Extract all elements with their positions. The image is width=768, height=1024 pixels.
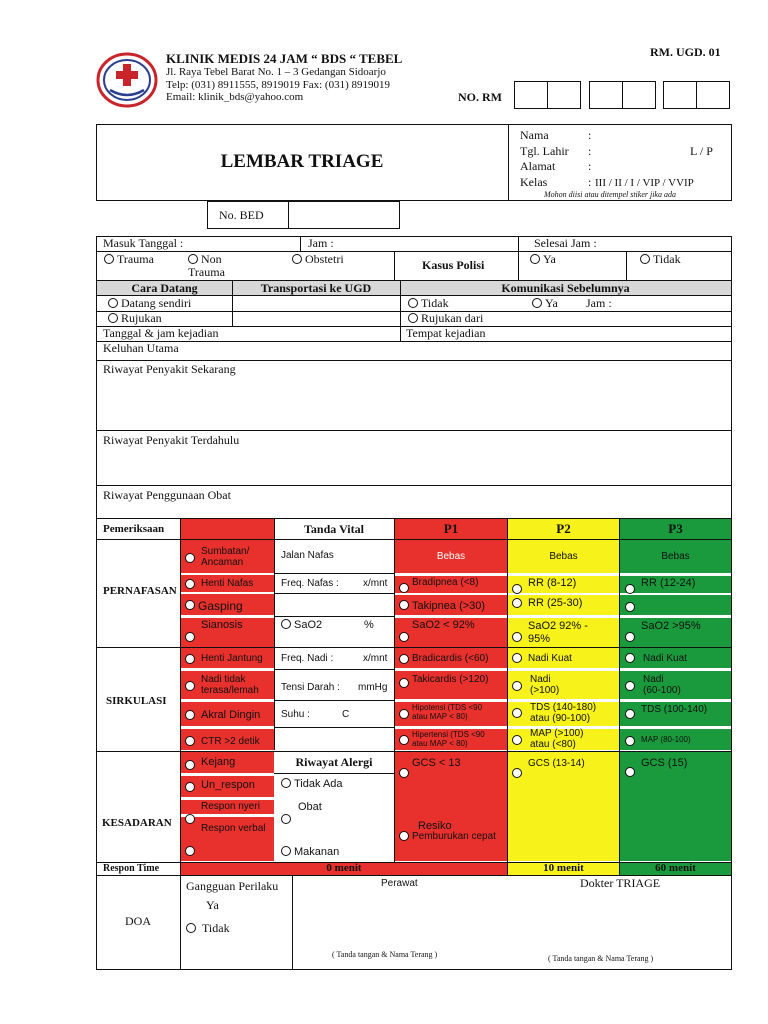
freq-nadi-label[interactable]: Freq. Nadi : bbox=[281, 653, 334, 664]
transportasi-header: Transportasi ke UGD bbox=[260, 281, 372, 295]
gender-label: L / P bbox=[690, 144, 713, 158]
tempat-kejadian-label[interactable]: Tempat kejadian bbox=[406, 326, 486, 340]
obstetri-option[interactable]: Obstetri bbox=[292, 253, 344, 266]
respon-red: 0 menit bbox=[326, 862, 362, 874]
p2-nadi-label-1: Nadi bbox=[530, 674, 551, 685]
komunikasi-header: Komunikasi Sebelumnya bbox=[501, 281, 630, 295]
rr-8-12-label: RR (8-12) bbox=[528, 577, 577, 589]
bed-label: No. BED bbox=[219, 208, 264, 222]
doa-label: DOA bbox=[125, 914, 151, 928]
hipotensi-label-2: atau MAP < 80) bbox=[412, 712, 468, 721]
p2-tds-label-1: TDS (140-180) bbox=[530, 702, 597, 713]
keluhan-utama-label[interactable]: Keluhan Utama bbox=[103, 341, 179, 355]
pernafasan-label: PERNAFASAN bbox=[103, 585, 177, 597]
suhu-unit: C bbox=[342, 709, 350, 720]
page-title: LEMBAR TRIAGE bbox=[220, 151, 384, 172]
no-rm-box-4[interactable] bbox=[622, 81, 656, 109]
kasus-polisi-ya[interactable]: Ya bbox=[530, 253, 556, 266]
p1-sao2-label: SaO2 < 92% bbox=[412, 619, 475, 631]
no-rm-box-6[interactable] bbox=[696, 81, 730, 109]
p2-map-label-2: atau (<80) bbox=[530, 739, 576, 750]
freq-nadi-unit: x/mnt bbox=[363, 653, 388, 664]
hipotensi-label-1: Hipotensi (TDS <90 bbox=[412, 703, 483, 712]
alergi-tidak-ada[interactable]: Tidak Ada bbox=[281, 778, 343, 791]
gcs-kurang-13-label: GCS < 13 bbox=[412, 757, 461, 769]
clinic-phone: Telp: (031) 8911555, 8919019 Fax: (031) 8919019 bbox=[166, 79, 390, 91]
riwayat-sekarang-label[interactable]: Riwayat Penyakit Sekarang bbox=[103, 362, 236, 376]
gcs-13-14-label: GCS (13-14) bbox=[528, 758, 585, 769]
non-trauma-label-2: Trauma bbox=[188, 265, 225, 279]
gcs-15-label: GCS (15) bbox=[641, 757, 688, 769]
cara-datang-header: Cara Datang bbox=[131, 281, 198, 295]
rr-25-30-label: RR (25-30) bbox=[528, 597, 583, 609]
henti-nafas-label: Henti Nafas bbox=[201, 578, 254, 589]
dokter-signature-caption: ( Tanda tangan & Nama Terang ) bbox=[548, 954, 654, 963]
p2-header: P2 bbox=[556, 521, 571, 536]
nadi-tidak-label-2: terasa/lemah bbox=[201, 685, 259, 696]
kejang-label: Kejang bbox=[201, 756, 236, 768]
alergi-obat[interactable]: Obat bbox=[298, 801, 322, 813]
p1-jalan-nafas: Bebas bbox=[436, 551, 466, 562]
respon-verbal-label: Respon verbal bbox=[201, 823, 266, 834]
no-rm-box-3[interactable] bbox=[589, 81, 623, 109]
rujukan-option[interactable]: Rujukan bbox=[108, 312, 162, 325]
sumbatan-label-2: Ancaman bbox=[201, 557, 244, 568]
no-rm-label: NO. RM bbox=[458, 90, 502, 104]
tensi-unit: mmHg bbox=[358, 682, 388, 693]
komunikasi-jam[interactable]: Jam : bbox=[586, 296, 612, 310]
clinic-email: Email: klinik_bds@yahoo.com bbox=[166, 91, 304, 103]
sticker-note: Mohon diisi atau ditempel stiker jika ada bbox=[544, 190, 676, 199]
riwayat-alergi-label: Riwayat Alergi bbox=[295, 755, 373, 769]
bradicardis-label: Bradicardis (<60) bbox=[412, 653, 489, 664]
jam-label[interactable]: Jam : bbox=[308, 236, 334, 250]
tanggal-kejadian-label[interactable]: Tanggal & jam kejadian bbox=[103, 326, 219, 340]
komunikasi-ya[interactable]: Ya bbox=[532, 297, 558, 310]
pemeriksaan-header: Pemeriksaan bbox=[103, 523, 165, 535]
respon-nyeri-label: Respon nyeri bbox=[201, 801, 260, 812]
sianosis-label: Sianosis bbox=[201, 619, 243, 631]
respon-yellow: 10 menit bbox=[543, 862, 584, 874]
sumbatan-label-1: Sumbatan/ bbox=[201, 546, 250, 557]
p3-sao2-label: SaO2 >95% bbox=[641, 620, 701, 632]
perawat-label: Perawat bbox=[381, 878, 418, 889]
no-rm-box-5[interactable] bbox=[663, 81, 697, 109]
resiko-label-2: Pemburukan cepat bbox=[412, 831, 496, 842]
gasping-label: Gasping bbox=[198, 599, 243, 613]
alamat-label: Alamat bbox=[520, 159, 556, 173]
p2-sao2-label-2: 95% bbox=[528, 633, 551, 645]
alamat-colon: : bbox=[588, 159, 592, 173]
clinic-address: Jl. Raya Tebel Barat No. 1 – 3 Gedangan Sidoarjo bbox=[166, 66, 386, 78]
sao2-option[interactable]: SaO2 bbox=[281, 619, 322, 632]
respon-green: 60 menit bbox=[655, 862, 696, 874]
p3-nadi-label-2: (60-100) bbox=[643, 685, 681, 696]
ctr-label: CTR >2 detik bbox=[201, 736, 260, 747]
clinic-logo bbox=[96, 52, 158, 108]
p3-tds-label: TDS (100-140) bbox=[641, 704, 708, 715]
kasus-polisi-tidak[interactable]: Tidak bbox=[640, 253, 681, 266]
hipertensi-label-2: atau MAP < 80) bbox=[412, 739, 468, 748]
p2-nadi-kuat-label: Nadi Kuat bbox=[528, 653, 572, 664]
hipertensi-label-1: Hipertensi (TDS <90 bbox=[412, 730, 485, 739]
gangguan-tidak[interactable]: Tidak bbox=[186, 922, 230, 935]
takipnea-label: Takipnea (>30) bbox=[412, 600, 486, 612]
p2-jalan-nafas: Bebas bbox=[549, 551, 578, 562]
no-rm-box-1[interactable] bbox=[514, 81, 548, 109]
takicardis-label: Takicardis (>120) bbox=[412, 674, 489, 685]
dokter-triage-label: Dokter TRIAGE bbox=[580, 876, 661, 890]
kelas-label: Kelas bbox=[520, 175, 548, 189]
form-code: RM. UGD. 01 bbox=[650, 45, 721, 59]
riwayat-dahulu-label[interactable]: Riwayat Penyakit Terdahulu bbox=[103, 433, 240, 447]
freq-nafas-unit: x/mnt bbox=[363, 578, 388, 589]
bradipnea-label: Bradipnea (<8) bbox=[412, 577, 479, 588]
tensi-label[interactable]: Tensi Darah : bbox=[281, 682, 340, 693]
p1-header: P1 bbox=[443, 521, 459, 536]
kelas-options: III / II / I / VIP / VVIP bbox=[595, 177, 694, 189]
p3-map-label: MAP (80-100) bbox=[641, 735, 691, 744]
non-trauma-option[interactable]: Non bbox=[188, 253, 222, 266]
freq-nafas-label[interactable]: Freq. Nafas : bbox=[281, 578, 339, 589]
tgl-lahir-colon: : bbox=[588, 144, 592, 158]
nama-label: Nama bbox=[520, 128, 549, 142]
resiko-label-1: Resiko bbox=[418, 820, 452, 832]
p2-map-label-1: MAP (>100) bbox=[530, 728, 584, 739]
suhu-label[interactable]: Suhu : bbox=[281, 709, 310, 720]
p2-nadi-label-2: (>100) bbox=[530, 685, 560, 696]
masuk-tanggal-label[interactable]: Masuk Tanggal : bbox=[103, 236, 184, 250]
bed-field[interactable] bbox=[290, 203, 398, 227]
kelas-colon: : bbox=[588, 175, 592, 189]
respon-time-label: Respon Time bbox=[103, 863, 160, 874]
riwayat-obat-label[interactable]: Riwayat Penggunaan Obat bbox=[103, 488, 231, 502]
akral-dingin-label: Akral Dingin bbox=[201, 709, 261, 721]
rr-12-24-label: RR (12-24) bbox=[641, 577, 696, 589]
jalan-nafas-label[interactable]: Jalan Nafas bbox=[281, 550, 334, 561]
nama-colon: : bbox=[588, 128, 592, 142]
kesadaran-label: KESADARAN bbox=[102, 817, 172, 829]
sao2-unit: % bbox=[364, 619, 374, 631]
no-rm-box-2[interactable] bbox=[547, 81, 581, 109]
alergi-makanan[interactable]: Makanan bbox=[281, 846, 339, 859]
henti-jantung-label: Henti Jantung bbox=[201, 653, 263, 664]
selesai-jam-label[interactable]: Selesai Jam : bbox=[534, 236, 597, 250]
p3-jalan-nafas: Bebas bbox=[661, 551, 690, 562]
rujukan-dari-option[interactable]: Rujukan dari bbox=[408, 312, 483, 325]
sirkulasi-label: SIRKULASI bbox=[106, 695, 167, 707]
kasus-polisi-label: Kasus Polisi bbox=[422, 258, 485, 272]
p3-header: P3 bbox=[668, 521, 683, 536]
gangguan-ya[interactable]: Ya bbox=[206, 898, 219, 912]
p3-nadi-kuat-label: Nadi Kuat bbox=[643, 653, 687, 664]
p3-nadi-label-1: Nadi bbox=[643, 674, 664, 685]
tgl-lahir-label: Tgl. Lahir bbox=[520, 144, 569, 158]
datang-sendiri-option[interactable]: Datang sendiri bbox=[108, 297, 191, 310]
p2-sao2-label-1: SaO2 92% - bbox=[528, 620, 588, 632]
nadi-tidak-label-1: Nadi tidak bbox=[201, 674, 246, 685]
p2-tds-label-2: atau (90-100) bbox=[530, 713, 591, 724]
trauma-option[interactable]: Trauma bbox=[104, 253, 154, 266]
un-respon-label: Un_respon bbox=[201, 779, 255, 791]
tanda-vital-header: Tanda Vital bbox=[304, 522, 364, 536]
clinic-name: KLINIK MEDIS 24 JAM “ BDS “ TEBEL bbox=[166, 51, 403, 66]
gangguan-perilaku-label: Gangguan Perilaku bbox=[186, 879, 279, 893]
komunikasi-tidak[interactable]: Tidak bbox=[408, 297, 449, 310]
perawat-signature-caption: ( Tanda tangan & Nama Terang ) bbox=[332, 950, 438, 959]
